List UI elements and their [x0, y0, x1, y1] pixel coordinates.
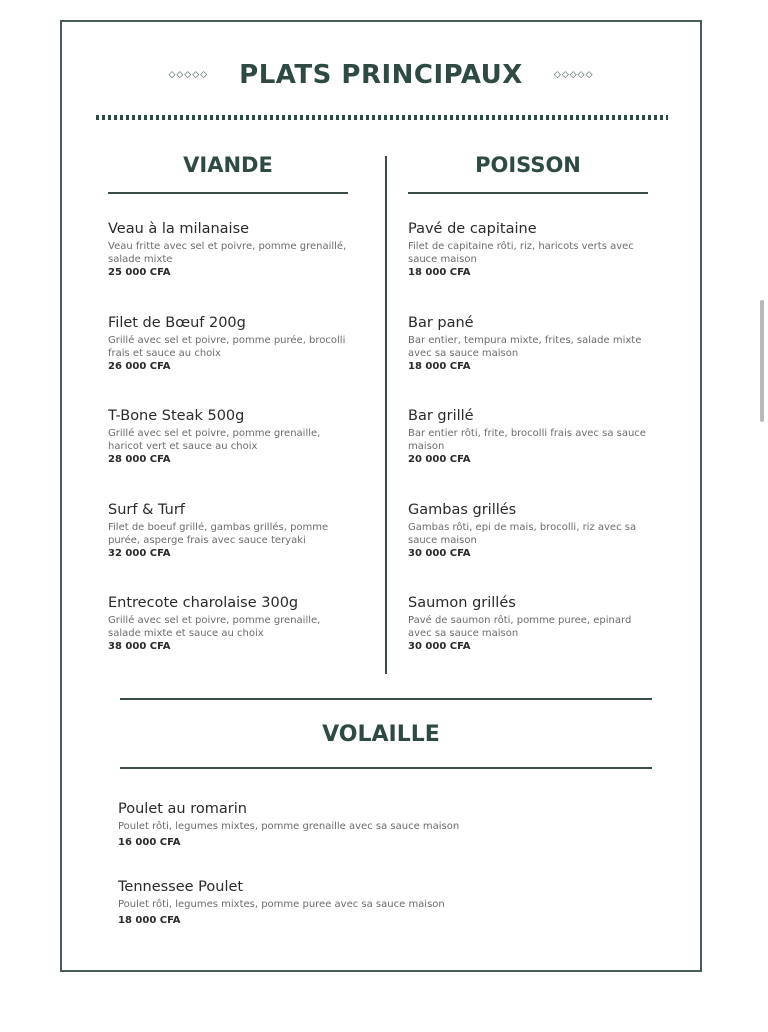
column-divider [385, 156, 387, 674]
menu-item [108, 407, 348, 501]
item-price: 28 000 CFA [108, 454, 171, 465]
item-name: Entrecote charolaise 300g [108, 595, 299, 611]
item-name: Surf & Turf [108, 501, 185, 518]
item-description: Grillé avec sel et poivre, pomme grenaille, haricot vert et sauce au choix [108, 428, 321, 452]
menu-item [408, 501, 648, 595]
item-price: 18 000 CFA [408, 360, 471, 372]
dotted-divider [96, 115, 668, 120]
item-name: Filet de Bœuf 200g [108, 314, 246, 331]
item-description: Grillé avec sel et poivre, pomme grenaille, salade mixte et sauce au choix [108, 615, 321, 639]
poisson-column [408, 150, 648, 688]
item-name: T-Bone Steak 500g [108, 408, 245, 424]
menu-item [408, 594, 648, 688]
menu-page [60, 20, 702, 972]
menu-item [408, 407, 648, 501]
item-description: Poulet rôti, legumes mixtes, pomme puree avec sa sauce maison [118, 899, 445, 910]
menu-item [118, 878, 638, 926]
volaille-bottom-rule [120, 767, 652, 769]
left-decoration: ◇◇◇◇◇ [168, 70, 209, 80]
menu-item [108, 314, 348, 408]
menu-item [118, 800, 638, 848]
menu-item [408, 314, 648, 408]
menu-item [108, 220, 348, 314]
viande-heading: VIANDE [183, 153, 273, 177]
item-description: Bar entier, tempura mixte, frites, salade mixte avec sa sauce maison [408, 334, 642, 359]
viande-heading-rule [108, 192, 348, 194]
item-description: Bar entier rôti, frite, brocolli frais avec sa sauce maison [408, 428, 646, 452]
item-description: Veau fritte avec sel et poivre, pomme grenaillé, salade mixte [108, 241, 347, 265]
menu-item [108, 594, 348, 688]
item-price: 20 000 CFA [408, 454, 471, 465]
item-name: Saumon grillés [408, 595, 516, 611]
item-description: Grillé avec sel et poivre, pomme purée, brocolli frais et sauce au choix [108, 334, 346, 359]
volaille-top-rule [120, 698, 652, 700]
item-name: Veau à la milanaise [108, 221, 250, 237]
item-price: 30 000 CFA [408, 641, 471, 652]
item-price: 32 000 CFA [108, 547, 171, 559]
item-description: Poulet rôti, legumes mixtes, pomme grenaille avec sa sauce maison [118, 821, 460, 832]
menu-item [108, 501, 348, 595]
item-name: Gambas grillés [408, 501, 517, 518]
item-description: Filet de boeuf grillé, gambas grillés, pomme purée, asperge frais avec sauce teryaki [108, 521, 329, 546]
poisson-heading-rule [408, 192, 648, 194]
scrollbar[interactable] [760, 300, 764, 422]
item-name: Bar grillé [408, 408, 474, 424]
item-description: Pavé de saumon rôti, pomme puree, epinard avec sa sauce maison [408, 615, 632, 639]
page-title: PLATS PRINCIPAUX [239, 60, 523, 90]
item-price: 18 000 CFA [118, 915, 181, 926]
item-name: Poulet au romarin [118, 801, 247, 817]
right-decoration: ◇◇◇◇◇ [553, 70, 594, 80]
item-price: 30 000 CFA [408, 547, 471, 559]
item-description: Gambas rôti, epi de mais, brocolli, riz avec sa sauce maison [408, 521, 637, 546]
item-description: Filet de capitaine rôti, riz, haricots verts avec sauce maison [408, 241, 634, 265]
item-price: 16 000 CFA [118, 837, 181, 848]
item-name: Tennessee Poulet [118, 879, 244, 895]
item-name: Pavé de capitaine [408, 221, 537, 237]
item-price: 25 000 CFA [108, 267, 171, 278]
volaille-heading: VOLAILLE [322, 722, 440, 747]
menu-item [408, 220, 648, 314]
viande-column [108, 150, 348, 688]
item-price: 26 000 CFA [108, 360, 171, 372]
item-price: 38 000 CFA [108, 641, 171, 652]
item-name: Bar pané [408, 314, 474, 331]
title-row [62, 60, 700, 94]
item-price: 18 000 CFA [408, 267, 471, 278]
poisson-heading: POISSON [475, 153, 581, 177]
